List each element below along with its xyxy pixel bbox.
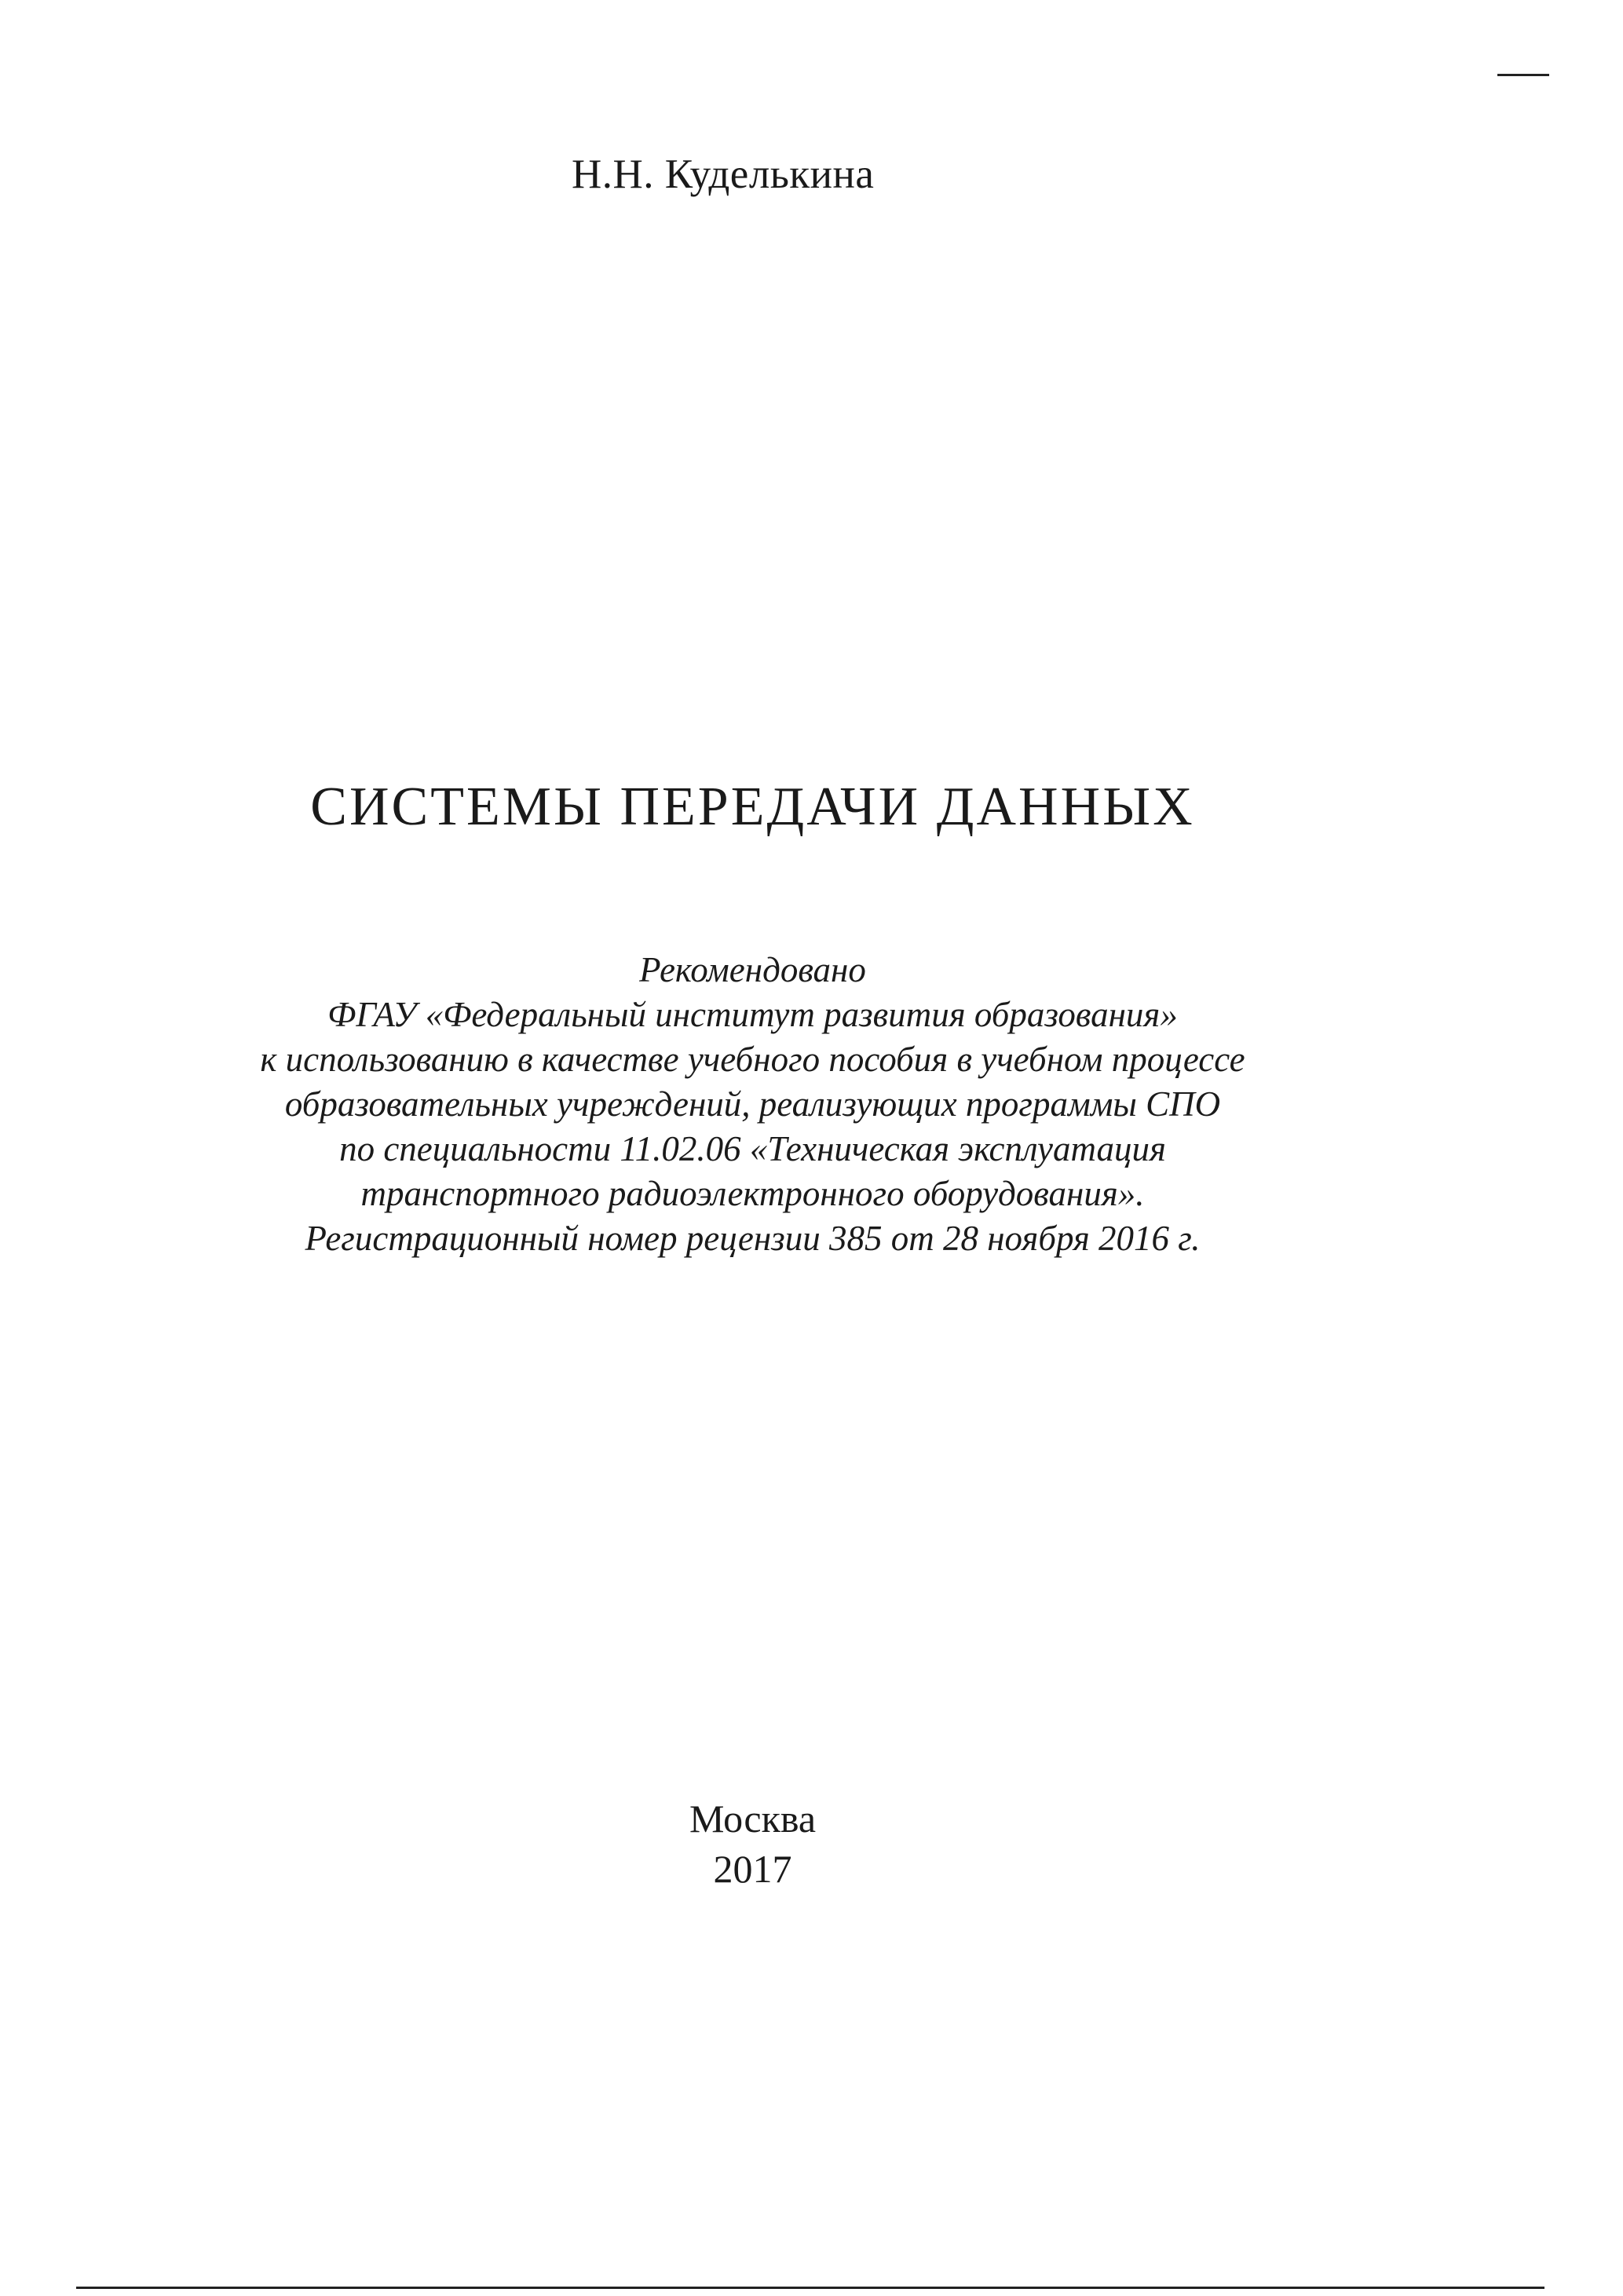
bottom-rule [76,2287,1544,2289]
recommendation-line: транспортного радиоэлектронного оборудования». [360,1174,1145,1213]
imprint-year: 2017 [713,1847,792,1891]
recommendation-line: к использованию в качестве учебного пособия в учебном процессе [260,1040,1245,1079]
recommendation-line: ФГАУ «Федеральный институт развития образования» [327,995,1178,1034]
imprint-city: Москва [689,1797,817,1841]
recommendation-registration: Регистрационный номер рецензии 385 от 28 ноября 2016 г. [305,1219,1201,1258]
imprint-block [0,1793,1505,1894]
recommendation-line: образовательных учреждений, реализующих программы СПО [284,1084,1221,1124]
author-name: Н.Н. Куделькина [572,152,875,197]
recommendation-heading: Рекомендовано [639,950,866,989]
recommendation-block [0,948,1505,1261]
recommendation-line: по специальности 11.02.06 «Техническая эксплуатация [339,1129,1166,1168]
corner-dash-mark [1497,74,1549,76]
book-title: СИСТЕМЫ ПЕРЕДАЧИ ДАННЫХ [310,777,1195,837]
